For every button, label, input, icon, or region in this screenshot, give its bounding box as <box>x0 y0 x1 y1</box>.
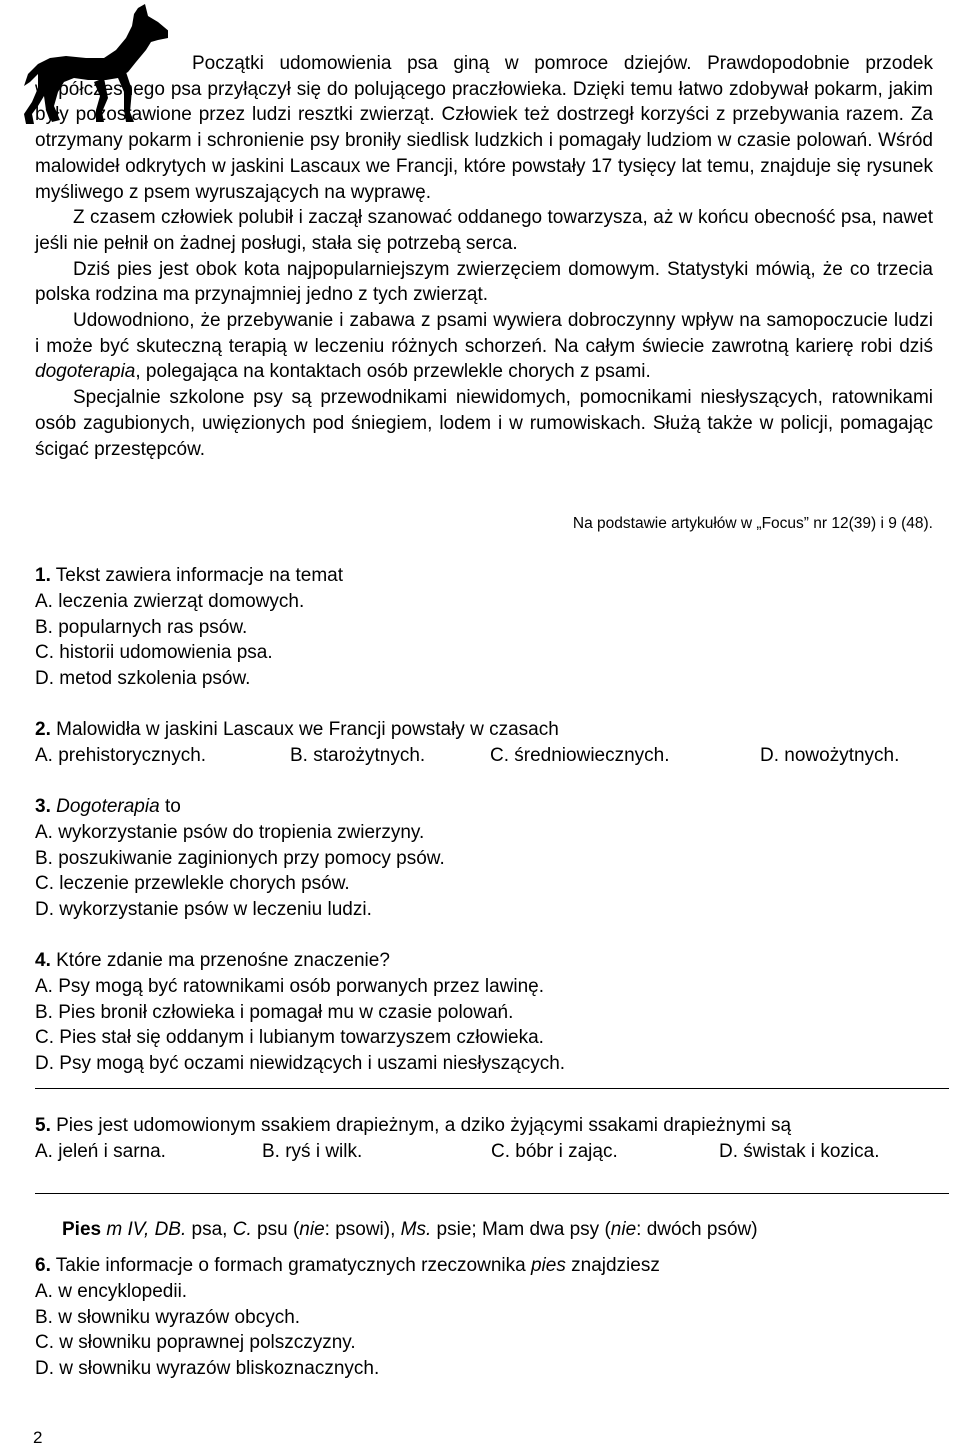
option-a[interactable]: A. Psy mogą być ratownikami osób porwanych przez lawinę. <box>35 975 545 997</box>
option-d[interactable]: D. wykorzystanie psów w leczeniu ludzi. <box>35 899 372 921</box>
option-d[interactable]: D. świstak i kozica. <box>719 1140 880 1162</box>
option-c[interactable]: C. bóbr i zając. <box>491 1140 618 1162</box>
article-paragraph-3: Dziś pies jest obok kota najpopularniejszym zwierzęciem domowym. Statystyki mówią, że co trzecia polska rodzina ma przynajmniej jedno z tych zwierząt. <box>35 258 933 306</box>
option-a[interactable]: A. w encyklopedii. <box>35 1280 188 1302</box>
option-a[interactable]: A. leczenia zwierząt domowych. <box>35 590 305 612</box>
option-b[interactable]: B. ryś i wilk. <box>262 1140 363 1162</box>
divider <box>35 1088 949 1089</box>
article-paragraph-2: Z czasem człowiek polubił i zaczął szanować oddanego towarzysza, aż w końcu obecność psa, nawet jeśli nie pełnił on żadnej posługi, stała się potrzebą serca. <box>35 207 933 254</box>
divider <box>35 1193 949 1194</box>
option-b[interactable]: B. starożytnych. <box>290 744 426 766</box>
option-b[interactable]: B. poszukiwanie zaginionych przy pomocy psów. <box>35 847 445 869</box>
option-c[interactable]: C. średniowiecznych. <box>490 744 670 766</box>
question-2: 2. Malowidła w jaskini Lascaux we Francji powstały w czasach A. prehistorycznych. B. starożytnych. C. średniowiecznych. D. nowożytnych. <box>35 717 935 769</box>
option-a[interactable]: A. wykorzystanie psów do tropienia zwierzyny. <box>35 821 425 843</box>
option-c[interactable]: C. historii udomowienia psa. <box>35 642 273 664</box>
source-citation: Na podstawie artykułów w „Focus” nr 12(39) i 9 (48). <box>572 515 933 532</box>
option-b[interactable]: B. Pies bronił człowieka i pomagał mu w czasie polowań. <box>35 1001 514 1023</box>
option-a[interactable]: A. jeleń i sarna. <box>35 1140 166 1162</box>
dictionary-entry: Pies m IV, DB. psa, C. psu (nie: psowi), Ms. psie; Mam dwa psy (nie: dwóch psów) <box>62 1219 758 1240</box>
option-d[interactable]: D. w słowniku wyrazów bliskoznacznych. <box>35 1358 380 1380</box>
option-d[interactable]: D. Psy mogą być oczami niewidzących i uszami niesłyszących. <box>35 1053 566 1075</box>
option-c[interactable]: C. Pies stał się oddanym i lubianym towarzyszem człowieka. <box>35 1027 544 1049</box>
option-a[interactable]: A. prehistorycznych. <box>35 744 207 766</box>
article-paragraph-5: Specjalnie szkolone psy są przewodnikami niewidomych, pomocnikami niesłyszących, ratownikami osób zagubionych, uwięzionych pod śniegiem, lodem i w rumowiskach. Służą także w policji, pomagając ścigać przestępców. <box>35 387 933 460</box>
option-b[interactable]: B. popularnych ras psów. <box>35 616 248 638</box>
question-4: 4. Które zdanie ma przenośne znaczenie? A. Psy mogą być ratownikami osób porwanych przez lawinę. B. Pies bronił człowieka i pomagał mu w czasie polowań. C. Pies stał się oddanym i lubianym towarzyszem człowieka. D. Psy mogą być oczami niewidzących i uszami niesłyszących. <box>35 948 935 1077</box>
option-c[interactable]: C. leczenie przewlekle chorych psów. <box>35 873 350 895</box>
question-6: 6. Takie informacje o formach gramatycznych rzeczownika pies znajdziesz A. w encyklopedii. B. w słowniku wyrazów obcych. C. w słowniku poprawnej polszczyzny. D. w słowniku wyrazów bliskoznacznych. <box>35 1253 935 1382</box>
question-1: 1. Tekst zawiera informacje na temat A. leczenia zwierząt domowych. B. popularnych ras psów. C. historii udomowienia psa. D. metod szkolenia psów. <box>35 563 935 692</box>
article-paragraph-1: Początki udomowienia psa giną w pomroce dziejów. Prawdopodobnie przodek współczesnego psa przyłączył się do polującego praczłowieka. Dzięki temu łatwo zdobywał pokarm, jakim były pozostawione przez ludzi resztki zwierząt. Człowiek też dostrzegł korzyści z przebywania razem. Za otrzymany pokarm i schronienie psy broniły siedlisk ludzkich i pomagały ludziom w czasie polowań. Wśród malowideł odkrytych w jaskini Lascaux we Francji, które powstały 17 tysięcy lat temu, znajduje się rysunek myśliwego z psem wyruszających na wyprawę. <box>35 53 933 203</box>
option-c[interactable]: C. w słowniku poprawnej polszczyzny. <box>35 1332 356 1354</box>
question-5: 5. Pies jest udomowionym ssakiem drapieżnym, a dziko żyjącymi ssakami drapieżnymi są A. jeleń i sarna. B. ryś i wilk. C. bóbr i zając. D. świstak i kozica. <box>35 1113 935 1165</box>
page-number: 2 <box>33 1428 43 1447</box>
option-b[interactable]: B. w słowniku wyrazów obcych. <box>35 1306 301 1328</box>
option-d[interactable]: D. metod szkolenia psów. <box>35 668 251 690</box>
option-d[interactable]: D. nowożytnych. <box>760 744 900 766</box>
article-text <box>35 51 933 462</box>
article-paragraph-4: Udowodniono, że przebywanie i zabawa z psami wywiera dobroczynny wpływ na samopoczucie ludzi i może być skuteczną terapią w leczeniu różnych schorzeń. Na całym świecie zawrotną karierę robi dziś dogoterapia, polegająca na kontaktach osób przewlekle chorych z psami. <box>35 310 933 383</box>
question-3: 3. Dogoterapia to A. wykorzystanie psów do tropienia zwierzyny. B. poszukiwanie zaginionych przy pomocy psów. C. leczenie przewlekle chorych psów. D. wykorzystanie psów w leczeniu ludzi. <box>35 794 935 923</box>
